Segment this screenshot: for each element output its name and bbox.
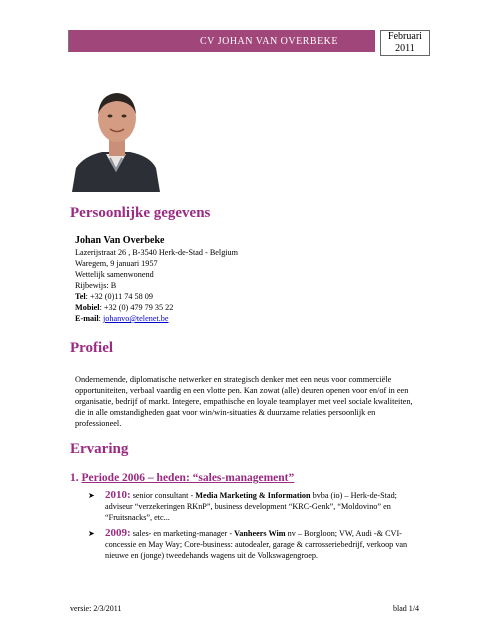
experience-role: sales- en marketing-manager - [130,529,235,538]
header-divider [68,30,69,52]
period-number: 1. [70,472,79,484]
period-heading [70,472,294,484]
experience-details: bvba (io) – Herk-de-Stad; adviseur “verzekeringen RKnP”, business development “KRC-Genk”, “Moldovino” en “Fruitsnacks”, etc... [105,491,397,522]
arrow-bullet-icon: ➤ [88,529,95,538]
phone-value: : +32 (0)11 74 58 09 [85,292,153,301]
experience-year: 2009: [105,527,131,539]
address-line: Lazerijstraat 26 , B-3540 Herk-de-Stad - Belgium [75,248,239,257]
phone-line [75,291,335,302]
mobile-value: : +32 (0) 479 79 35 22 [99,303,174,312]
period-title: Periode 2006 – heden: “sales-management” [81,472,295,484]
profile-photo [70,74,162,192]
email-line [75,313,335,324]
footer-version: versie: 2/3/2011 [70,604,122,613]
mobile-label: Mobiel [75,303,100,312]
drivers-license: Rijbewijs: B [75,281,117,290]
section-title-profile: Profiel [70,340,114,356]
profile-paragraph: Ondernemende, diplomatische netwerker en strategisch denker met een neus voor commerciële opportuniteiten, verbaal vaardig en een vlotte pen. Kan zowat (alle) deuren openen voor en/of in een organisatie, bedrijf of markt. Integere, empathische en loyale teamplayer met veel sociale kwaliteiten, die in alle omstandigheden gaat voor win/win-situaties & duurzame relaties persoonlijk en professioneel. [75,375,413,428]
person-name: Johan Van Overbeke [75,235,165,246]
experience-item [88,528,418,561]
phone-label: Tel [75,292,86,301]
experience-year: 2010: [105,489,131,501]
email-separator: : [98,314,103,323]
experience-details: nv – Borgloon; VW, Audi -& CVI-concessie en May Way; Core-business: autodealer, garage & carrosseriebedrijf, verkoop van nieuwe en (jonge) tweedehands wagens uit de Volkswagengroep. [105,529,408,560]
header-date-box [380,30,430,56]
footer-page-number: blad 1/4 [393,604,419,613]
experience-item [88,490,418,523]
experience-role: senior consultant - [130,491,196,500]
header-title: CV JOHAN VAN OVERBEKE [200,36,339,47]
personal-details [75,234,335,324]
mobile-line [75,302,335,313]
header-year: 2011 [395,43,415,54]
arrow-bullet-icon: ➤ [88,491,95,500]
birth-line: Waregem, 9 januari 1957 [75,259,158,268]
experience-text [105,490,418,523]
experience-company: Media Marketing & Information [195,491,311,500]
section-title-personal: Persoonlijke gegevens [70,205,211,221]
civil-status: Wettelijk samenwonend [75,270,154,279]
header-month: Februari [388,31,422,42]
email-link[interactable]: johanvo@telenet.be [102,314,169,323]
section-title-experience: Ervaring [70,441,129,457]
email-label: E-mail [75,314,99,323]
experience-company: Vanheers Wim [234,529,286,538]
experience-text [105,528,418,561]
